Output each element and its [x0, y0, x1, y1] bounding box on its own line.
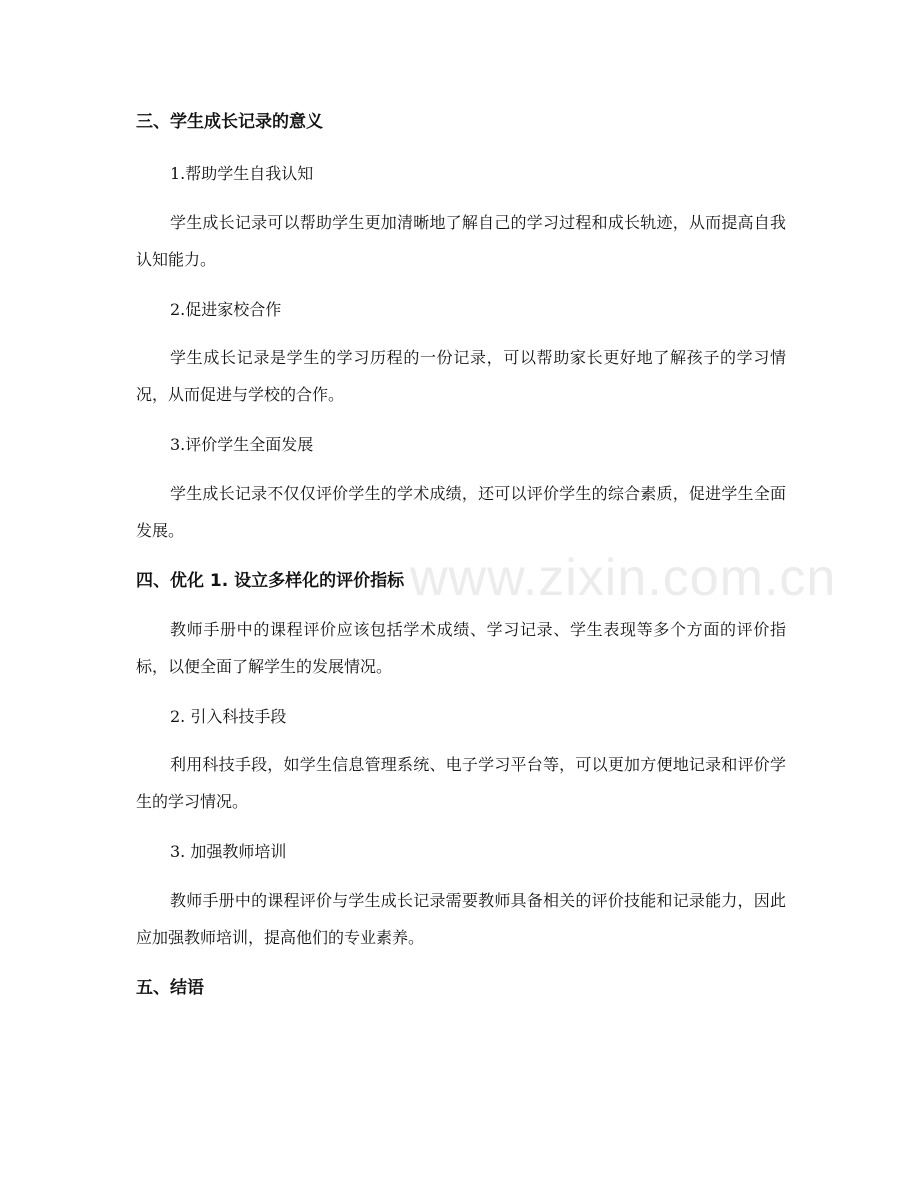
subheading: 3. 加强教师培训 [170, 842, 287, 861]
section-heading: 三、学生成长记录的意义 [136, 112, 323, 132]
subheading: 3.评价学生全面发展 [170, 435, 314, 454]
paragraph: 教师手册中的课程评价应该包括学术成绩、学习记录、学生表现等多个方面的评价指标，以便全面了解学生的发展情况。 [136, 620, 786, 676]
section-heading: 四、优化 1. 设立多样化的评价指标 [136, 571, 405, 591]
subheading: 2. 引入科技手段 [170, 707, 287, 726]
subheading: 1.帮助学生自我认知 [170, 164, 314, 183]
watermark: www.zixin.com.cn [410, 549, 837, 607]
paragraph: 利用科技手段，如学生信息管理系统、电子学习平台等，可以更加方便地记录和评价学生的学习情况。 [136, 755, 786, 811]
paragraph: 教师手册中的课程评价与学生成长记录需要教师具备相关的评价技能和记录能力，因此应加强教师培训，提高他们的专业素养。 [136, 891, 786, 947]
paragraph: 学生成长记录可以帮助学生更加清晰地了解自己的学习过程和成长轨迹，从而提高自我认知能力。 [136, 213, 786, 269]
subheading: 2.促进家校合作 [170, 300, 282, 319]
paragraph: 学生成长记录是学生的学习历程的一份记录，可以帮助家长更好地了解孩子的学习情况，从而促进与学校的合作。 [136, 348, 786, 404]
paragraph: 学生成长记录不仅仅评价学生的学术成绩，还可以评价学生的综合素质，促进学生全面发展。 [136, 484, 786, 540]
section-heading: 五、结语 [136, 978, 204, 998]
